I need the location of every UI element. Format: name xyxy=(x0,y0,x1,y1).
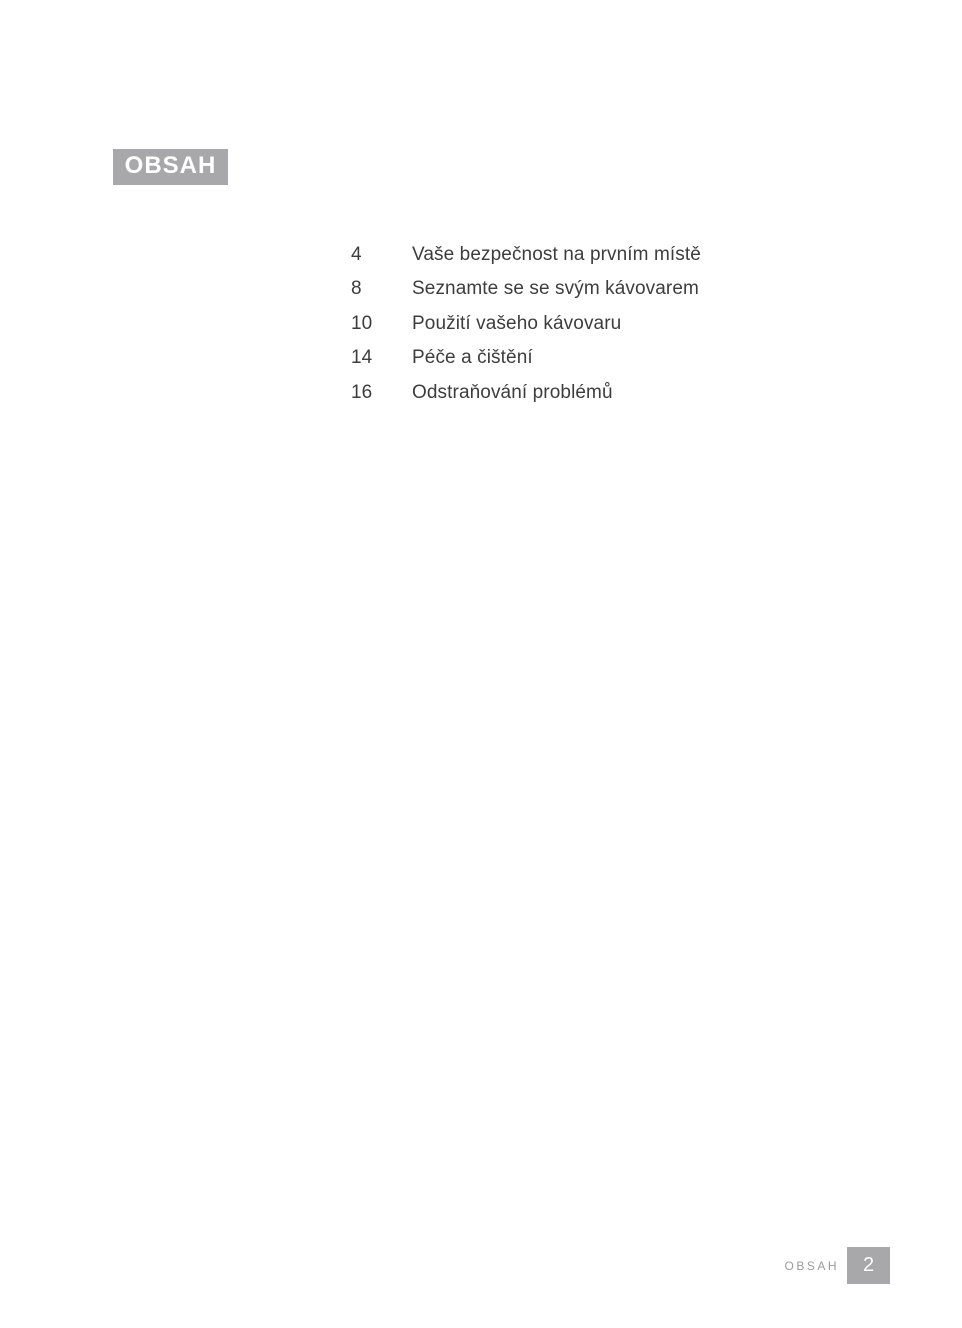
toc-entry-title: Odstraňování problémů xyxy=(412,381,613,403)
toc-entry xyxy=(351,382,701,416)
toc-entry-page-number: 10 xyxy=(351,312,373,334)
footer-page-number: 2 xyxy=(847,1247,890,1284)
page-section-title: OBSAH xyxy=(113,149,228,185)
toc-entry xyxy=(351,313,701,347)
toc-entry xyxy=(351,278,701,312)
toc-entry xyxy=(351,244,701,278)
table-of-contents xyxy=(351,244,701,416)
toc-entry-title: Seznamte se se svým kávovarem xyxy=(412,278,699,300)
toc-entry-page-number: 16 xyxy=(351,381,373,403)
page-footer xyxy=(0,1247,890,1284)
toc-entry xyxy=(351,347,701,381)
toc-entry-page-number: 8 xyxy=(351,278,362,300)
toc-entry-title: Péče a čištění xyxy=(412,347,533,369)
footer-section-label: OBSAH xyxy=(784,1258,839,1273)
toc-entry-title: Vaše bezpečnost na prvním místě xyxy=(412,244,701,265)
toc-entry-title: Použití vašeho kávovaru xyxy=(412,312,622,334)
toc-entry-page-number: 14 xyxy=(351,347,373,369)
toc-entry-page-number: 4 xyxy=(351,244,362,265)
